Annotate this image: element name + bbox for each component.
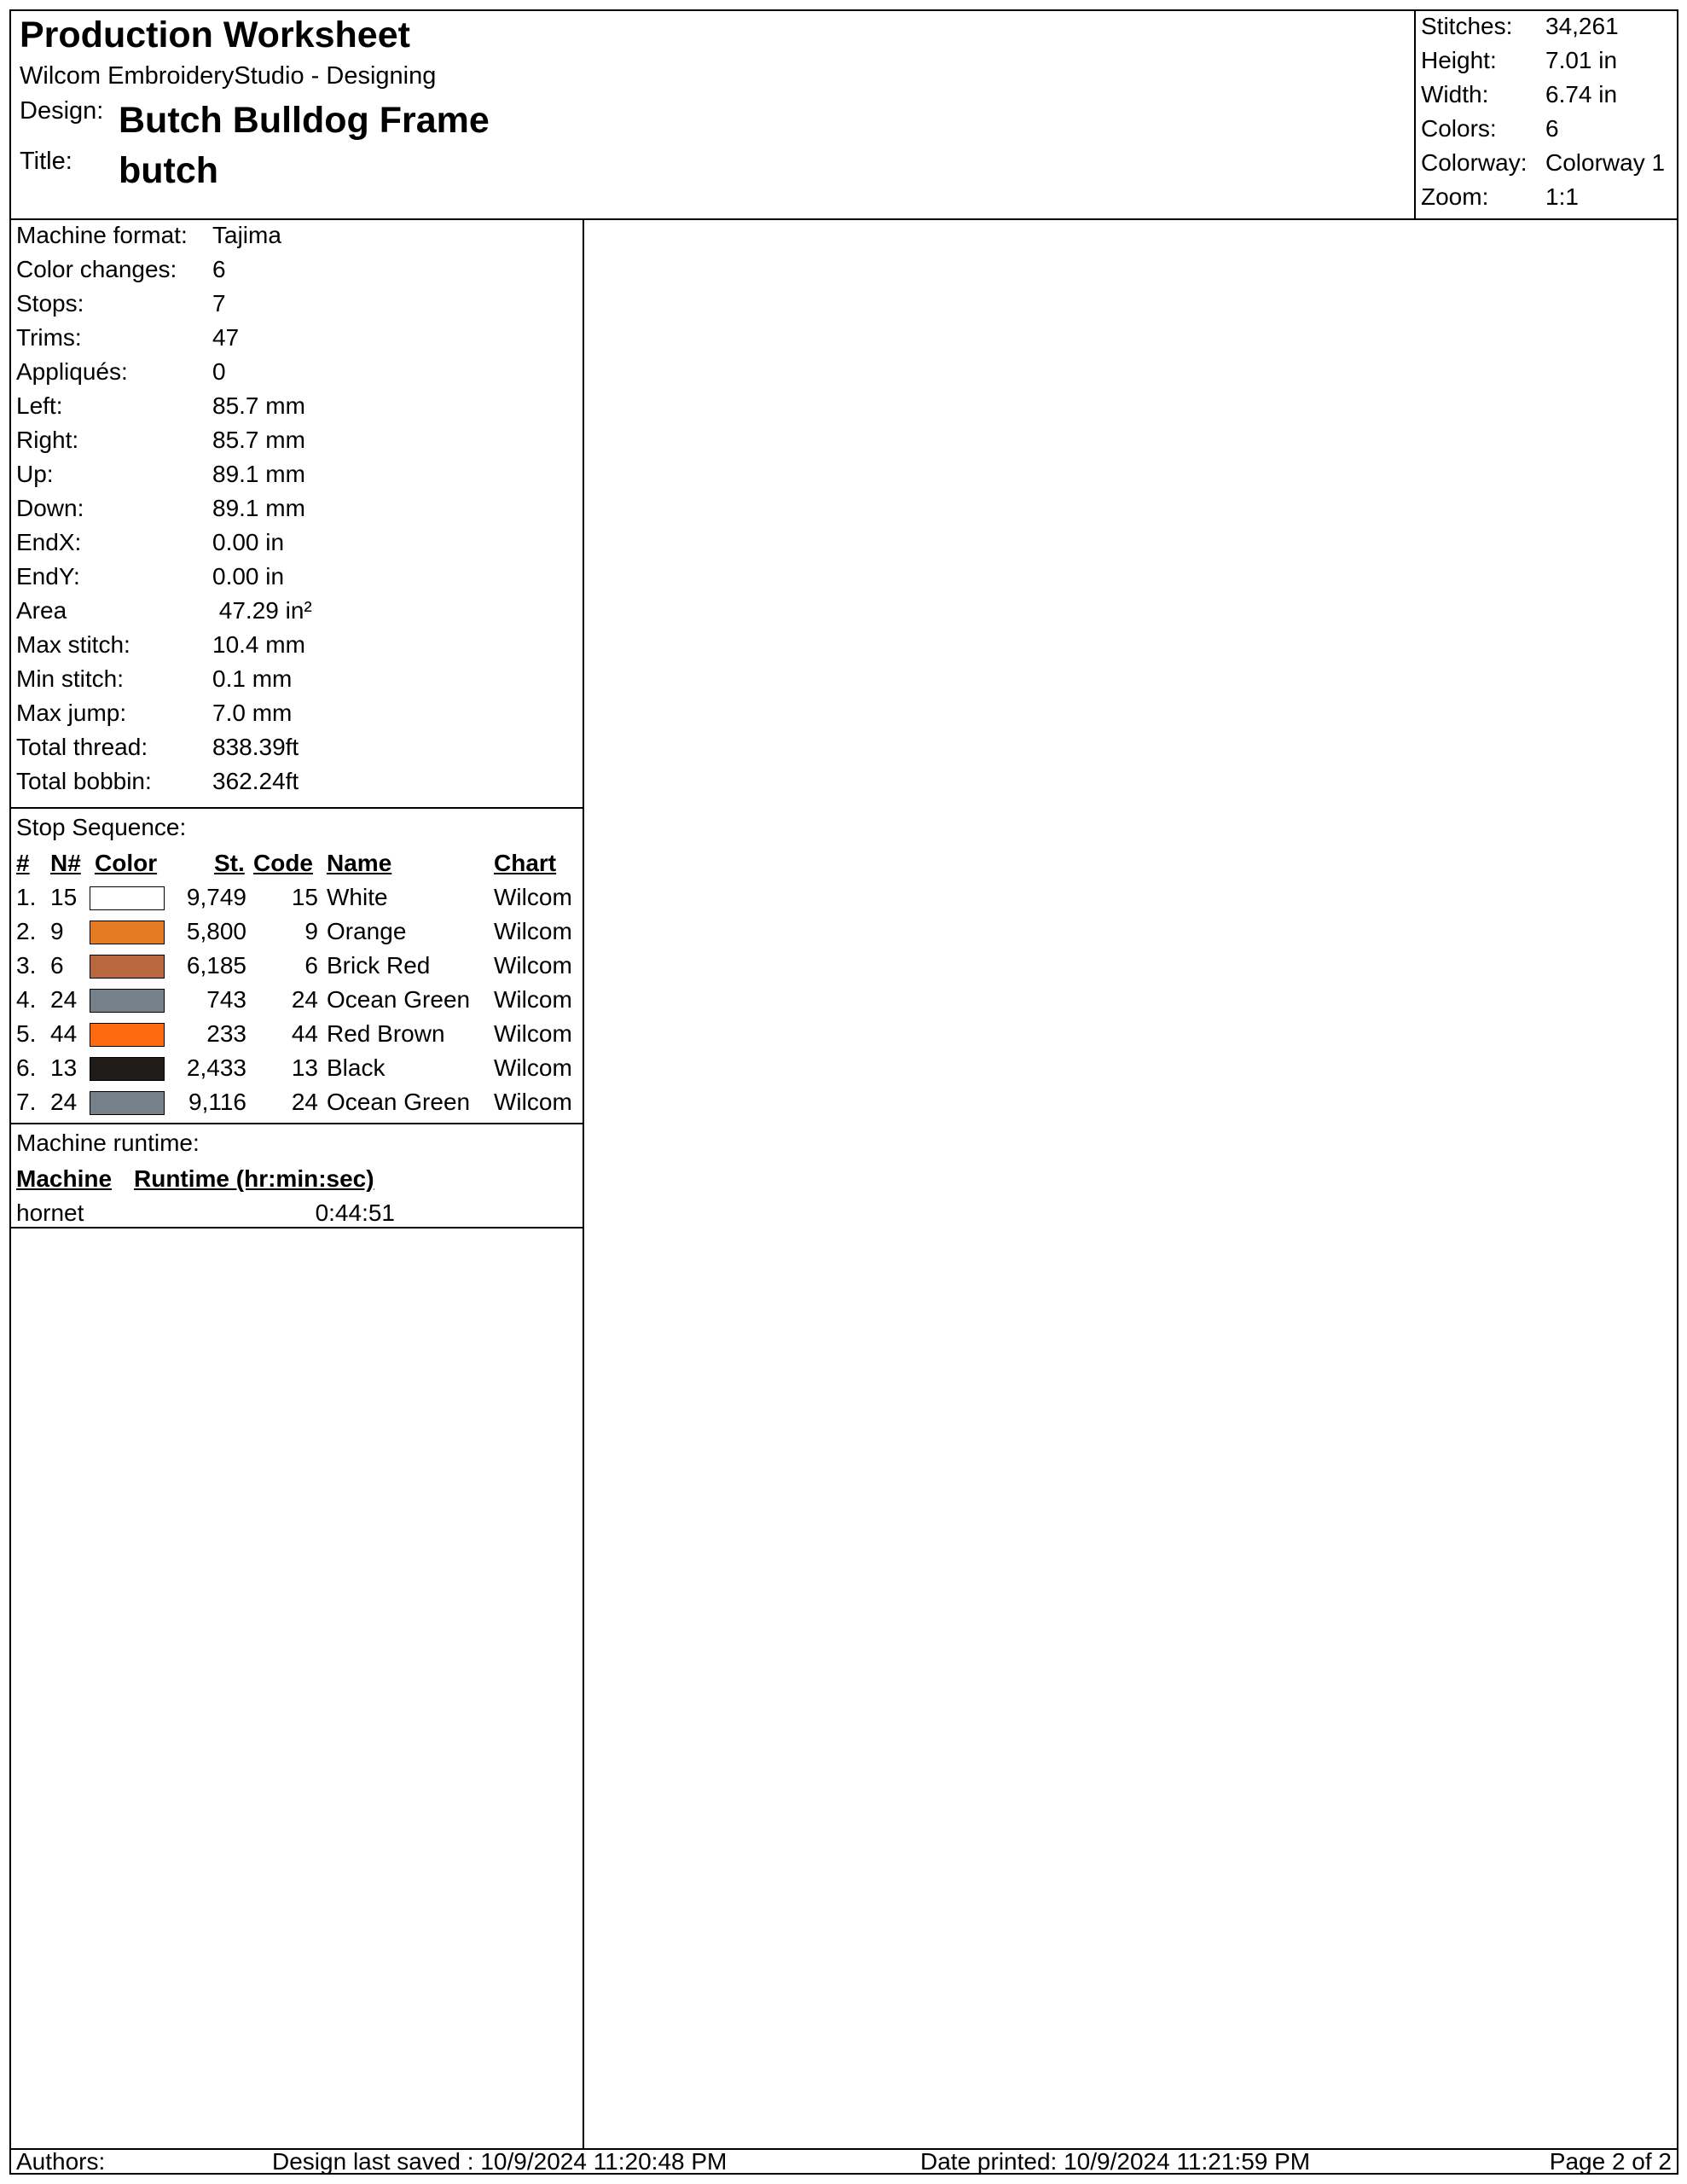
summary-value: 7.01 in xyxy=(1545,47,1618,73)
summary-value: 1:1 xyxy=(1545,183,1579,210)
thread-chart: Wilcom xyxy=(494,1054,572,1081)
stat-value: Tajima xyxy=(212,222,281,248)
color-swatch xyxy=(90,1023,165,1047)
stat-key: Left: xyxy=(16,392,63,419)
stat-value: 0.00 in xyxy=(212,529,285,555)
page-title: Production Worksheet xyxy=(20,15,410,55)
machine-runtime-header xyxy=(11,1165,583,1199)
stat-key: EndY: xyxy=(16,563,80,590)
thread-name: Ocean Green xyxy=(327,986,471,1013)
table-row xyxy=(11,1054,583,1089)
summary-key: Colors: xyxy=(1421,115,1497,142)
table-row xyxy=(11,1020,583,1054)
stat-value: 838.39ft xyxy=(212,734,299,760)
stat-key: Right: xyxy=(16,427,79,453)
design-label: Design: xyxy=(20,97,104,125)
thread-name: Brick Red xyxy=(327,952,431,979)
thread-chart: Wilcom xyxy=(494,952,572,979)
stat-key: Max jump: xyxy=(16,700,127,726)
stat-value: 89.1 mm xyxy=(212,495,305,521)
stat-key: Max stitch: xyxy=(16,631,130,658)
stitch-count: 743 xyxy=(206,986,246,1013)
stat-value: 47 xyxy=(212,324,240,351)
thread-name: White xyxy=(327,884,388,910)
color-swatch xyxy=(90,1091,165,1115)
stat-key: Area xyxy=(16,597,67,624)
stat-key: Stops: xyxy=(16,290,84,317)
design-name: Butch Bulldog Frame xyxy=(119,100,490,141)
stat-key: Total bobbin: xyxy=(16,768,152,794)
summary-value: Colorway 1 xyxy=(1545,149,1666,176)
worksheet-footer xyxy=(11,2148,1677,2173)
thread-code: 15 xyxy=(291,884,318,910)
machine-name: hornet xyxy=(16,1199,84,1226)
thread-chart: Wilcom xyxy=(494,1020,572,1047)
stat-key: Trims: xyxy=(16,324,82,351)
col-color-header: Color xyxy=(95,850,158,876)
thread-name: Red Brown xyxy=(327,1020,445,1047)
summary-panel xyxy=(1414,11,1677,218)
table-row xyxy=(11,918,583,952)
needle-number: 6 xyxy=(50,952,64,979)
col-chart-header: Chart xyxy=(494,850,557,876)
machine-runtime-value: 0:44:51 xyxy=(315,1199,395,1226)
stat-key: EndX: xyxy=(16,529,82,555)
stat-value: 0.00 in xyxy=(212,563,285,590)
summary-key: Colorway: xyxy=(1421,149,1528,176)
col-needle-header: N# xyxy=(50,850,81,876)
stitch-count: 2,433 xyxy=(186,1054,246,1081)
stop-sequence-header xyxy=(11,850,583,884)
summary-value: 6 xyxy=(1545,115,1559,142)
stat-value: 85.7 mm xyxy=(212,392,305,419)
table-row xyxy=(11,1089,583,1123)
thread-name: Orange xyxy=(327,918,407,944)
footer-date-printed: Date printed: 10/9/2024 11:21:59 PM xyxy=(920,2148,1311,2175)
col-num-header: # xyxy=(16,850,30,876)
color-swatch xyxy=(90,921,165,944)
footer-page-number: Page 2 of 2 xyxy=(1549,2148,1672,2175)
stat-key: Machine format: xyxy=(16,222,188,248)
summary-key: Zoom: xyxy=(1421,183,1489,210)
stop-number: 4. xyxy=(16,986,37,1013)
col-name-header: Name xyxy=(327,850,392,876)
table-row xyxy=(11,986,583,1020)
stat-value: 10.4 mm xyxy=(212,631,305,658)
stitch-count: 233 xyxy=(206,1020,246,1047)
summary-key: Height: xyxy=(1421,47,1497,73)
stop-number: 5. xyxy=(16,1020,37,1047)
col-machine-header: Machine xyxy=(16,1165,113,1192)
color-swatch xyxy=(90,1057,165,1081)
table-row xyxy=(11,952,583,986)
stat-key: Total thread: xyxy=(16,734,148,760)
stat-value: 0.1 mm xyxy=(212,665,293,692)
stat-key: Min stitch: xyxy=(16,665,125,692)
col-stitches-header: St. xyxy=(214,850,245,876)
thread-code: 6 xyxy=(304,952,318,979)
stat-key: Color changes: xyxy=(16,256,177,282)
title-label: Title: xyxy=(20,148,72,175)
thread-code: 13 xyxy=(291,1054,318,1081)
stop-sequence-title: Stop Sequence: xyxy=(16,814,187,840)
thread-chart: Wilcom xyxy=(494,986,572,1013)
thread-chart: Wilcom xyxy=(494,918,572,944)
details-column xyxy=(11,218,584,2148)
thread-code: 9 xyxy=(304,918,318,944)
stat-key: Down: xyxy=(16,495,84,521)
stat-value: 7 xyxy=(212,290,226,317)
machine-runtime-table xyxy=(11,1124,583,1228)
stop-sequence-table xyxy=(11,809,583,1124)
needle-number: 9 xyxy=(50,918,64,944)
thread-chart: Wilcom xyxy=(494,884,572,910)
stat-value: 47.29 in² xyxy=(212,597,312,624)
stitch-count: 9,749 xyxy=(186,884,246,910)
machine-stats xyxy=(11,218,583,809)
thread-chart: Wilcom xyxy=(494,1089,572,1115)
stop-number: 3. xyxy=(16,952,37,979)
stitch-count: 6,185 xyxy=(186,952,246,979)
thread-code: 24 xyxy=(291,1089,318,1115)
stat-key: Up: xyxy=(16,461,54,487)
stat-key: Appliqués: xyxy=(16,358,128,385)
needle-number: 24 xyxy=(50,1089,78,1115)
thread-name: Black xyxy=(327,1054,386,1081)
design-title: butch xyxy=(119,150,219,191)
footer-last-saved: Design last saved : 10/9/2024 11:20:48 PM xyxy=(272,2148,728,2175)
table-row xyxy=(11,884,583,918)
stop-number: 1. xyxy=(16,884,37,910)
needle-number: 15 xyxy=(50,884,78,910)
machine-runtime-row xyxy=(11,1199,583,1234)
summary-key: Stitches: xyxy=(1421,13,1513,39)
stop-number: 6. xyxy=(16,1054,37,1081)
color-swatch xyxy=(90,989,165,1013)
stat-value: 7.0 mm xyxy=(212,700,293,726)
stitch-count: 5,800 xyxy=(186,918,246,944)
summary-key: Width: xyxy=(1421,81,1489,107)
needle-number: 44 xyxy=(50,1020,78,1047)
stat-value: 85.7 mm xyxy=(212,427,305,453)
color-swatch xyxy=(90,886,165,910)
thread-name: Ocean Green xyxy=(327,1089,471,1115)
stat-value: 89.1 mm xyxy=(212,461,305,487)
stat-value: 6 xyxy=(212,256,226,282)
stat-value: 362.24ft xyxy=(212,768,299,794)
color-swatch xyxy=(90,955,165,979)
worksheet-page xyxy=(9,9,1678,2175)
summary-value: 34,261 xyxy=(1545,13,1619,39)
col-code-header: Code xyxy=(253,850,313,876)
worksheet-header xyxy=(11,11,1677,220)
needle-number: 13 xyxy=(50,1054,78,1081)
thread-code: 24 xyxy=(291,986,318,1013)
col-runtime-header: Runtime (hr:min:sec) xyxy=(134,1165,374,1192)
machine-runtime-title: Machine runtime: xyxy=(16,1130,200,1156)
stop-number: 7. xyxy=(16,1089,37,1115)
needle-number: 24 xyxy=(50,986,78,1013)
thread-code: 44 xyxy=(291,1020,318,1047)
stat-value: 0 xyxy=(212,358,226,385)
app-subtitle: Wilcom EmbroideryStudio - Designing xyxy=(20,62,437,90)
stitch-count: 9,116 xyxy=(188,1089,246,1115)
summary-value: 6.74 in xyxy=(1545,81,1618,107)
stop-number: 2. xyxy=(16,918,37,944)
footer-authors: Authors: xyxy=(16,2148,106,2175)
